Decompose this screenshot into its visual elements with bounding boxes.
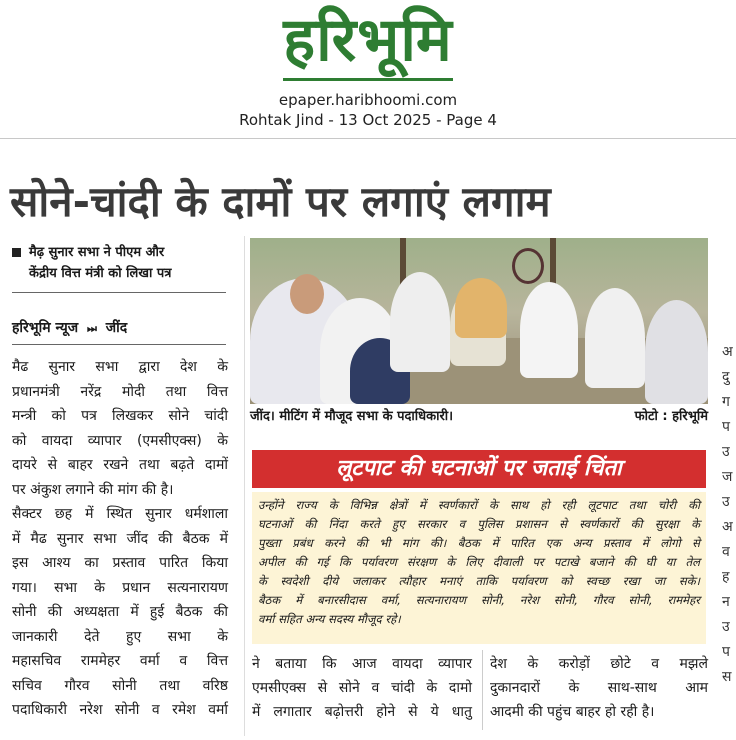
summary-line: मैढ़ सुनार सभा ने पीएम और	[12, 242, 238, 263]
highlight-line: अपील की गई कि पर्यावरण संरक्षण के लिए दीवाली पर पटाखे बजाने की घी या तेल	[258, 555, 700, 569]
body-line: गया। सभा के प्रधान सत्यनारायण	[12, 579, 228, 596]
summary-line: केंद्रीय वित्त मंत्री को लिखा पत्र	[29, 266, 172, 281]
motorcycle-wheel	[512, 248, 544, 284]
person-figure	[645, 300, 708, 404]
body-line: एमसीएक्स से सोने व चांदी के दामो	[252, 680, 472, 696]
column-divider	[244, 236, 245, 736]
body-line: पदाधिकारी नरेश सोनी व रमेश वर्मा	[12, 702, 228, 718]
byline-agency: हरिभूमि न्यूज	[12, 320, 79, 336]
byline	[12, 318, 238, 339]
body-line: महासचिव राममेहर वर्मा व वित्त	[12, 653, 228, 669]
body-line: दुकानदारों के साथ-साथ आम	[490, 680, 708, 696]
highlight-line: उन्होंने राज्य के विभिन्न क्षेत्रों में स्वर्णकारों के साथ हो रही लूटपाट तथा चोरी की	[258, 498, 700, 512]
masthead	[0, 0, 736, 84]
body-line: दायरे से बाहर रखने तथा बढ़ते दामों	[12, 457, 228, 473]
article-summary	[12, 242, 238, 284]
body-line: इस आश्य का प्रस्ताव पारित किया	[12, 555, 228, 571]
highlight-line: बैठक में बनारसीदास वर्मा, सत्यनारायण सोनी, नरेश सोनी, गौरव सोनी, राममेहर	[258, 593, 700, 607]
highlight-line: पुख्ता प्रबंध करने की भी मांग की। बैठक में पारित एक अन्य प्रस्ताव में लोगो से	[258, 536, 700, 550]
person-figure	[585, 288, 645, 388]
body-line: आदमी की पहुंच बाहर हो रही है।	[490, 704, 655, 720]
highlight-line: वर्मा सहित अन्य सदस्य मौजूद रहे।	[258, 612, 401, 626]
body-line: पर अंकुश लगाने की मांग की है।	[12, 481, 174, 498]
body-line: सोनी की अध्यक्षता में हुई बैठक की	[12, 604, 228, 620]
photo-caption: जींद। मीटिंग में मौजूद सभा के पदाधिकारी। फोटो : हरिभूमि	[250, 409, 708, 424]
source-url[interactable]: epaper.haribhoomi.com	[278, 91, 458, 109]
summary-divider	[12, 292, 226, 293]
body-line: सचिव गौरव सोनी तथा वरिष्ठ	[12, 677, 228, 694]
body-line: सैक्टर छह में स्थित सुनार धर्मशाला	[12, 506, 228, 522]
person-head	[290, 274, 324, 314]
edition-info: Rohtak Jind - 13 Oct 2025 - Page 4	[239, 111, 497, 129]
person-figure	[455, 278, 507, 338]
body-line: देश के करोड़ों छोटे व मझले	[490, 656, 708, 672]
body-line: जानकारी देते हुए सभा के	[12, 628, 228, 645]
header-divider	[0, 138, 736, 139]
newspaper-logo: हरिभूमि	[283, 2, 453, 81]
meeting-photo	[250, 238, 708, 404]
neighbor-column-fragment: अ दु ग प उ ज उ अ व ह न उ प स	[722, 344, 733, 685]
photo-credit: फोटो : हरिभूमि	[634, 409, 708, 424]
person-figure	[390, 272, 450, 372]
column-divider	[482, 650, 483, 730]
body-line: प्रधानमंत्री नरेंद्र मोदी तथा वित्त	[12, 383, 228, 400]
article-headline: सोने-चांदी के दामों पर लगाएं लगाम	[10, 177, 551, 226]
body-line: मन्त्री को पत्र लिखकर सोने चांदी	[12, 408, 228, 424]
body-line: में मैढ सुनार सभा जींद की बैठक में	[12, 530, 228, 547]
subheading-banner: लूटपाट की घटनाओं पर जताई चिंता	[252, 450, 706, 488]
highlight-line: के स्वदेशी दीये जलाकर त्यौहार मनाएं ताकि पर्यावरण को स्वच्छ रखा जा सके।	[258, 574, 700, 588]
forward-arrows-icon: ⏭	[87, 322, 97, 335]
body-line: में लगातार बढ़ोत्तरी होने से ये धातु	[252, 704, 472, 720]
body-line: को वायदा व्यापार (एमसीएक्स) के	[12, 432, 228, 449]
byline-divider	[12, 344, 226, 345]
bullet-icon	[12, 248, 21, 257]
person-figure	[520, 282, 578, 378]
highlight-box	[252, 492, 706, 644]
highlight-line: घटनाओं की निंदा करते हुए सरकार व पुलिस प्रशासन से स्वर्णकारों की सुरक्षा के	[258, 517, 700, 531]
body-line: मैढ सुनार सभा द्वारा देश के	[12, 359, 228, 375]
byline-place: जींद	[105, 320, 128, 336]
body-line: ने बताया कि आज वायदा व्यापार	[252, 656, 472, 672]
